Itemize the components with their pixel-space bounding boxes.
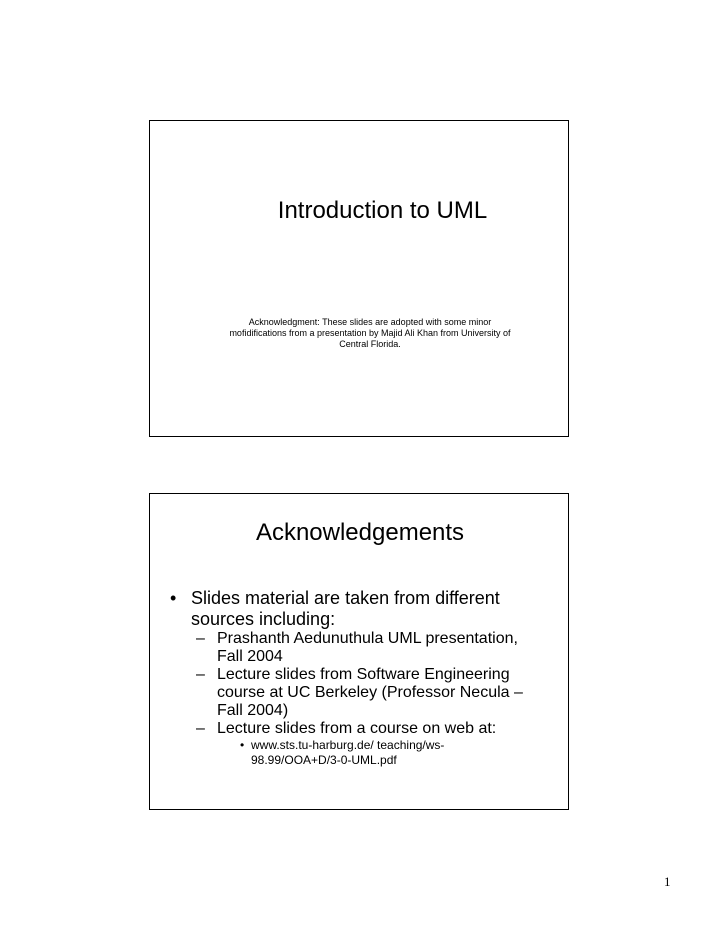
slide-1-frame — [149, 120, 569, 437]
slide-2-frame — [149, 493, 569, 810]
sub-bullet-text: Prashanth Aedunuthula UML presentation, Fall 2004 — [217, 630, 518, 665]
bullet-marker: • — [170, 588, 177, 608]
slide-2-bullet-list — [170, 588, 540, 768]
slide-1-acknowledgment: Acknowledgment: These slides are adopted with some minor mofidifications from a presentation by Majid Ali Khan from University of Central Florida. — [229, 317, 511, 349]
sub-bullet-item — [196, 720, 535, 768]
url-text: www.sts.tu-harburg.de/ teaching/ws-98.99/OOA+D/3-0-UML.pdf — [251, 738, 445, 767]
sub-bullet-list — [191, 630, 540, 768]
sub-bullet-text: Lecture slides from Software Engineering course at UC Berkeley (Professor Necula – Fall 2004) — [217, 666, 523, 719]
sub-sub-bullet-list — [217, 738, 535, 768]
slide-1-title: Introduction to UML — [277, 197, 488, 224]
sub-sub-bullet-item — [240, 738, 499, 768]
dash-marker: – — [196, 630, 205, 647]
small-bullet-marker: • — [240, 738, 245, 752]
sub-bullet-item — [196, 666, 535, 720]
dash-marker: – — [196, 720, 205, 737]
bullet-item — [170, 588, 540, 768]
slide-2-title: Acknowledgements — [255, 519, 465, 546]
dash-marker: – — [196, 666, 205, 683]
sub-bullet-text: Lecture slides from a course on web at: — [217, 720, 497, 737]
bullet-text: Slides material are taken from different sources including: — [191, 588, 500, 629]
page-number: 1 — [664, 874, 671, 889]
sub-bullet-item — [196, 630, 535, 666]
